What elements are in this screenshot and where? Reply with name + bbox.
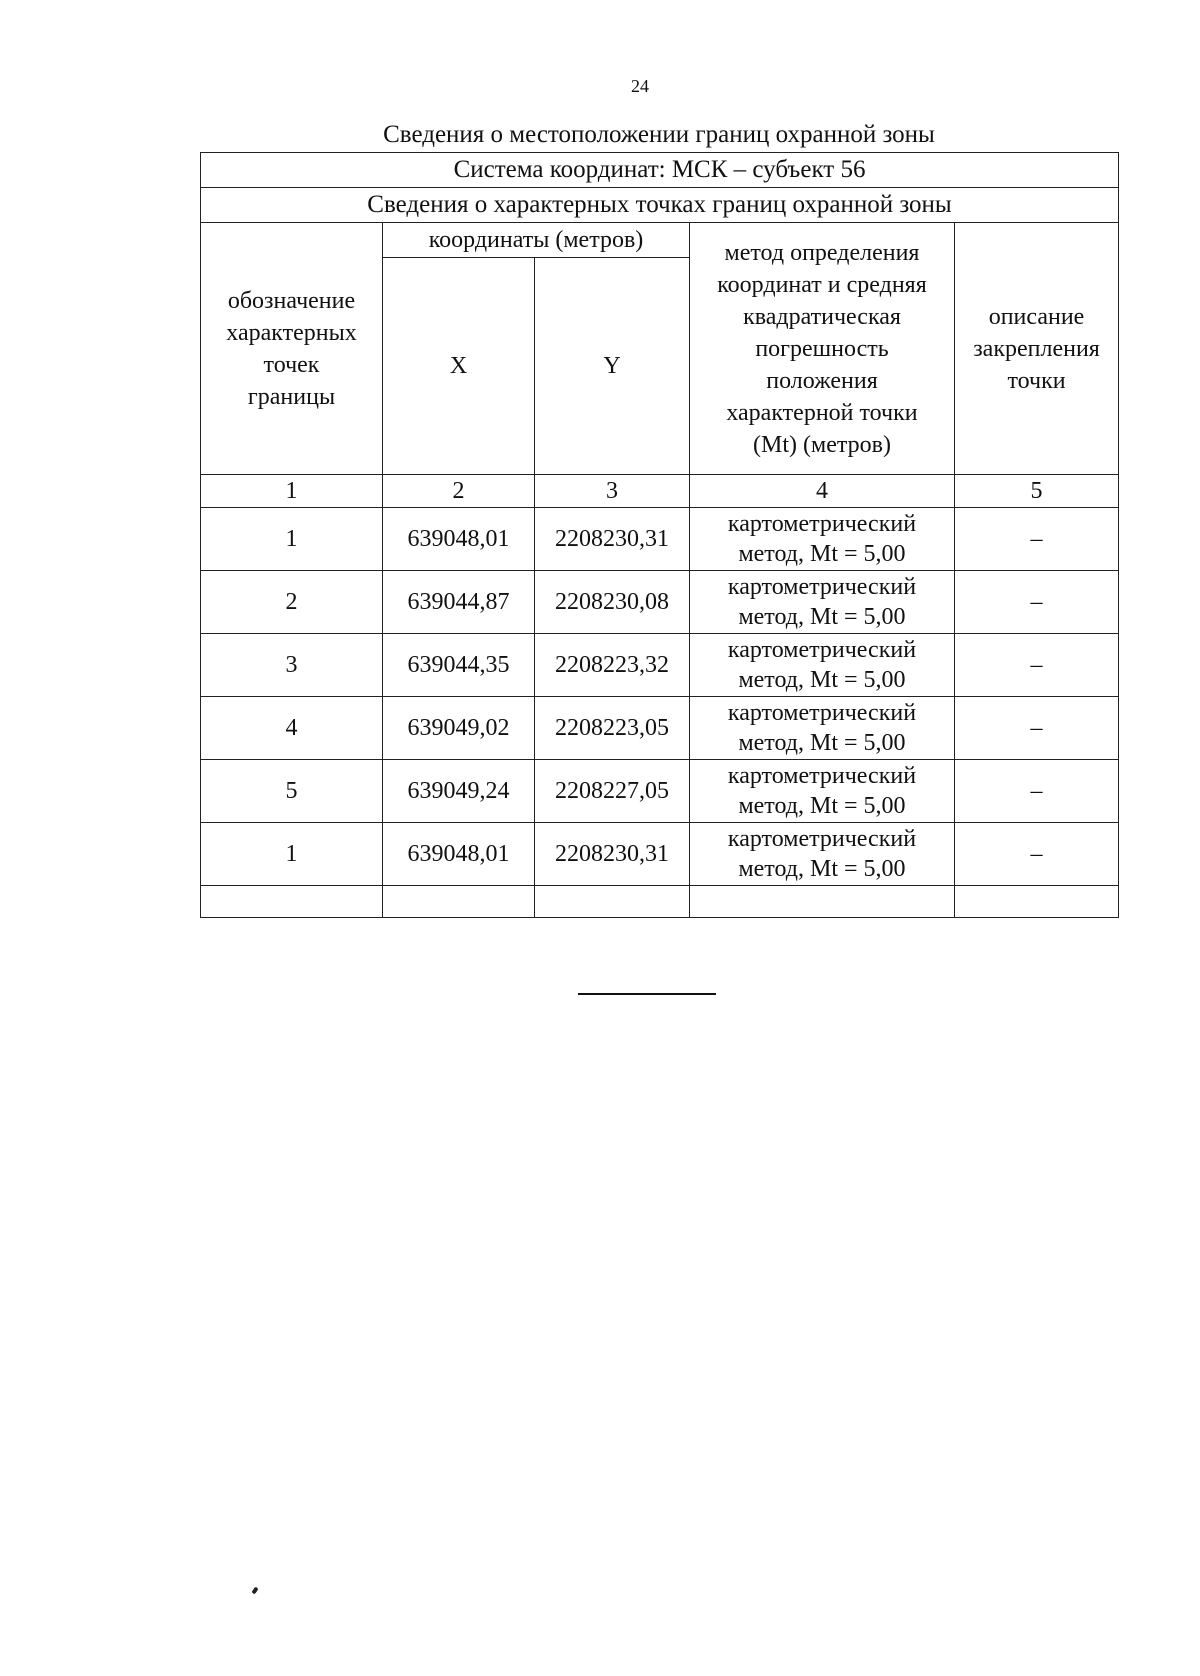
header-method-line: метод определения	[724, 239, 920, 266]
point-id: 5	[201, 760, 383, 823]
header-designation-line: обозначение	[227, 287, 356, 314]
method-line: метод, Mt = 5,00	[738, 604, 906, 630]
header-description	[955, 223, 1119, 475]
coord-x: 639049,24	[383, 760, 535, 823]
method-cell	[690, 634, 955, 697]
header-description-line: описание	[988, 303, 1085, 330]
method-line: картометрический	[727, 826, 917, 852]
method-cell	[690, 823, 955, 886]
header-method-line: координат и средняя	[717, 271, 927, 298]
info-cell: Сведения о характерных точках границ охранной зоны	[201, 188, 1119, 223]
table-row	[201, 697, 1119, 760]
header-designation-line: характерных	[226, 319, 357, 346]
header-designation	[201, 223, 383, 475]
description-cell: –	[955, 508, 1119, 571]
coordinate-system-cell: Система координат: МСК – субъект 56	[201, 153, 1119, 188]
separator-line	[578, 993, 716, 995]
coord-y: 2208230,31	[535, 508, 690, 571]
method-line: картометрический	[727, 700, 917, 726]
boundary-points-table	[200, 152, 1119, 918]
column-number: 4	[690, 475, 955, 508]
header-description-line: закрепления	[973, 335, 1100, 362]
point-id: 1	[201, 823, 383, 886]
header-row	[201, 223, 1119, 258]
info-row	[201, 188, 1119, 223]
header-method-line: характерной точки	[726, 399, 918, 426]
method-line: метод, Mt = 5,00	[738, 541, 906, 567]
method-line: метод, Mt = 5,00	[738, 856, 906, 882]
coord-y: 2208223,05	[535, 697, 690, 760]
column-number: 3	[535, 475, 690, 508]
method-line: картометрический	[727, 574, 917, 600]
method-line: картометрический	[727, 763, 917, 789]
header-method-line: квадратическая	[743, 303, 901, 330]
header-method	[690, 223, 955, 475]
column-number-row	[201, 475, 1119, 508]
empty-row	[201, 886, 1119, 918]
description-cell: –	[955, 823, 1119, 886]
empty-cell	[383, 886, 535, 918]
description-cell: –	[955, 571, 1119, 634]
column-number: 1	[201, 475, 383, 508]
coord-y: 2208230,31	[535, 823, 690, 886]
coord-x: 639048,01	[383, 823, 535, 886]
table-row	[201, 508, 1119, 571]
table-row	[201, 760, 1119, 823]
coordinate-system-row	[201, 153, 1119, 188]
method-line: метод, Mt = 5,00	[738, 730, 906, 756]
method-line: картометрический	[727, 511, 917, 537]
method-line: метод, Mt = 5,00	[738, 793, 906, 819]
coord-x: 639044,87	[383, 571, 535, 634]
method-cell	[690, 508, 955, 571]
header-y: Y	[535, 258, 690, 475]
method-cell	[690, 760, 955, 823]
table-row	[201, 634, 1119, 697]
coord-x: 639048,01	[383, 508, 535, 571]
description-cell: –	[955, 760, 1119, 823]
point-id: 2	[201, 571, 383, 634]
coord-x: 639044,35	[383, 634, 535, 697]
empty-cell	[201, 886, 383, 918]
coord-y: 2208230,08	[535, 571, 690, 634]
description-cell: –	[955, 634, 1119, 697]
table-row	[201, 823, 1119, 886]
coord-y: 2208227,05	[535, 760, 690, 823]
method-line: картометрический	[727, 637, 917, 663]
header-method-line: погрешность	[755, 335, 889, 362]
point-id: 3	[201, 634, 383, 697]
header-method-line: положения	[766, 367, 878, 394]
empty-cell	[690, 886, 955, 918]
header-coordinates: координаты (метров)	[383, 223, 690, 258]
point-id: 1	[201, 508, 383, 571]
document-title: Сведения о местоположении границ охранной зоны	[383, 121, 935, 148]
empty-cell	[535, 886, 690, 918]
coord-x: 639049,02	[383, 697, 535, 760]
empty-cell	[955, 886, 1119, 918]
header-method-line: (Mt) (метров)	[753, 431, 891, 458]
method-cell	[690, 571, 955, 634]
description-cell: –	[955, 697, 1119, 760]
header-description-line: точки	[1007, 367, 1066, 394]
header-x: X	[383, 258, 535, 475]
header-designation-line: границы	[247, 383, 336, 410]
point-id: 4	[201, 697, 383, 760]
scan-speck	[251, 1586, 258, 1594]
page-number: 24	[631, 76, 649, 96]
coord-y: 2208223,32	[535, 634, 690, 697]
column-number: 5	[955, 475, 1119, 508]
method-line: метод, Mt = 5,00	[738, 667, 906, 693]
method-cell	[690, 697, 955, 760]
column-number: 2	[383, 475, 535, 508]
header-designation-line: точек	[263, 351, 320, 378]
table-row	[201, 571, 1119, 634]
